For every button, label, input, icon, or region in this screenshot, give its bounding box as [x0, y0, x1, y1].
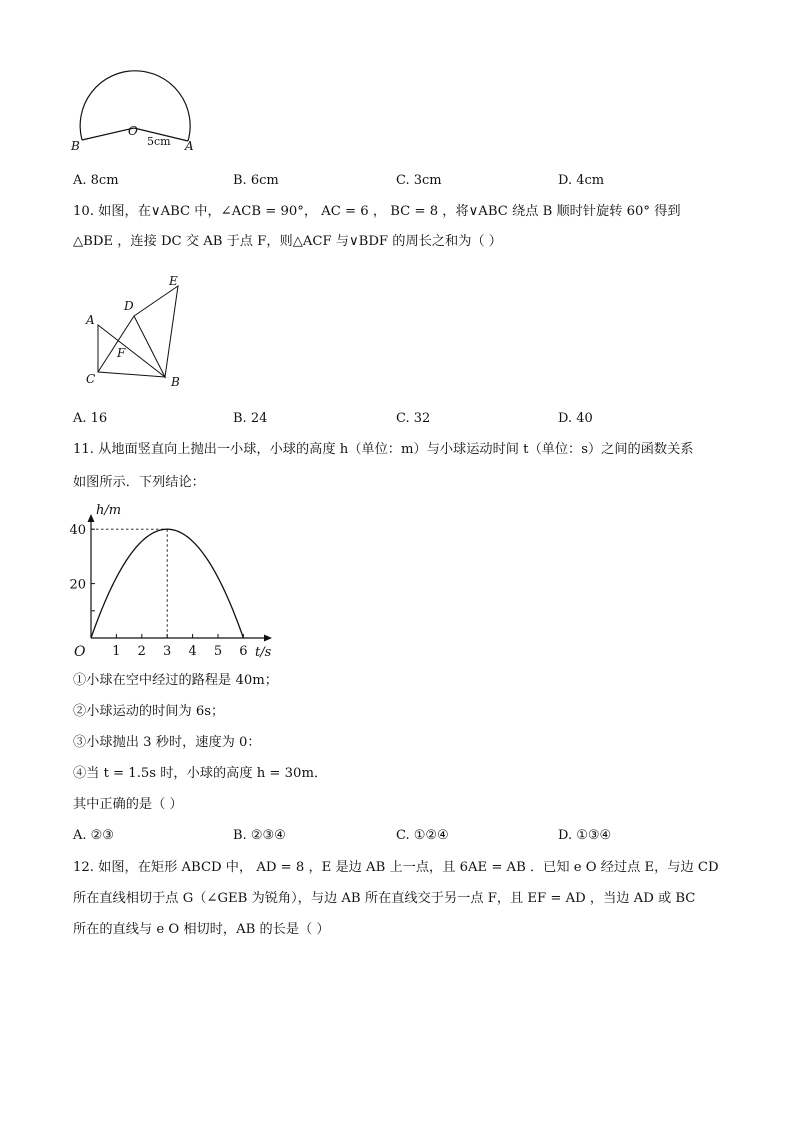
x-tick-label: 3 — [163, 644, 172, 659]
q9-option-c: C. 3cm — [396, 173, 442, 188]
q9-option-d: D. 4cm — [558, 173, 605, 188]
y-axis-arrow — [88, 514, 95, 522]
q10-label-b: B — [171, 375, 180, 389]
q12-text-line2: 所在直线相切于点 G（∠GEB 为锐角），与边 AB 所在直线交于另一点 F，且 EF = AD ，当边 AD 或 BC — [73, 891, 696, 906]
q10-option-c: C. 32 — [396, 411, 431, 426]
q11-statement-4: ④当 t = 1.5s 时，小球的高度 h = 30m． — [73, 766, 328, 781]
q9-option-a: A. 8cm — [73, 173, 119, 188]
q10-text-line1: 10. 如图，在∨ABC 中，∠ACB = 90°， AC = 6 ， BC = 8 ，将∨ABC 绕点 B 顺时针旋转 60° 得到 — [73, 204, 681, 219]
q9-label-a: A — [185, 139, 194, 153]
q10-option-b: B. 24 — [233, 411, 268, 426]
x-axis-label: t/s — [255, 645, 272, 660]
y-tick-label: 40 — [69, 523, 86, 539]
q11-statement-3: ③小球抛出 3 秒时，速度为 0： — [73, 735, 261, 750]
x-axis-arrow — [264, 635, 272, 642]
origin-label: O — [74, 644, 86, 660]
x-tick-label: 4 — [188, 644, 197, 659]
y-axis-label: h/m — [96, 503, 122, 518]
x-tick-label: 6 — [239, 644, 248, 659]
q11-option-d: D. ①③④ — [558, 828, 612, 843]
q11-text-line2: 如图所示．下列结论： — [73, 475, 205, 490]
q11-option-b: B. ②③④ — [233, 828, 286, 843]
q10-label-e: E — [169, 274, 178, 288]
q12-text-line3: 所在的直线与 e O 相切时，AB 的长是（ ） — [73, 922, 330, 937]
q10-label-a: A — [86, 313, 95, 327]
q11-option-c: C. ①②④ — [396, 828, 449, 843]
x-tick-label: 2 — [137, 644, 146, 659]
q9-label-b: B — [71, 139, 80, 153]
q9-label-o: O — [128, 124, 138, 138]
q9-label-radius: 5cm — [147, 135, 171, 148]
x-tick-label: 5 — [213, 644, 223, 659]
q12-text-line1: 12. 如图，在矩形 ABCD 中， AD = 8 ，E 是边 AB 上一点，且 6AE = AB ．已知 e O 经过点 E，与边 CD — [73, 860, 719, 875]
q9-option-b: B. 6cm — [233, 173, 279, 188]
q11-statement-1: ①小球在空中经过的路程是 40m； — [73, 673, 278, 688]
q11-statement-2: ②小球运动的时间为 6s； — [73, 704, 225, 719]
q11-option-a: A. ②③ — [73, 828, 114, 843]
x-tick-label: 1 — [112, 644, 121, 659]
q10-option-a: A. 16 — [73, 411, 108, 426]
q10-label-c: C — [86, 372, 96, 386]
q10-label-f: F — [117, 346, 126, 360]
q10-option-d: D. 40 — [558, 411, 593, 426]
q10-text-line2: △BDE ，连接 DC 交 AB 于点 F，则△ACF 与∨BDF 的周长之和为（ ） — [73, 234, 502, 249]
q10-label-d: D — [124, 299, 134, 313]
y-tick-label: 20 — [69, 577, 86, 593]
q11-prompt: 其中正确的是（ ） — [73, 797, 183, 812]
q11-text-line1: 11. 从地面竖直向上抛出一小球，小球的高度 h（单位：m）与小球运动时间 t（单位：s）之间的函数关系 — [73, 442, 694, 457]
